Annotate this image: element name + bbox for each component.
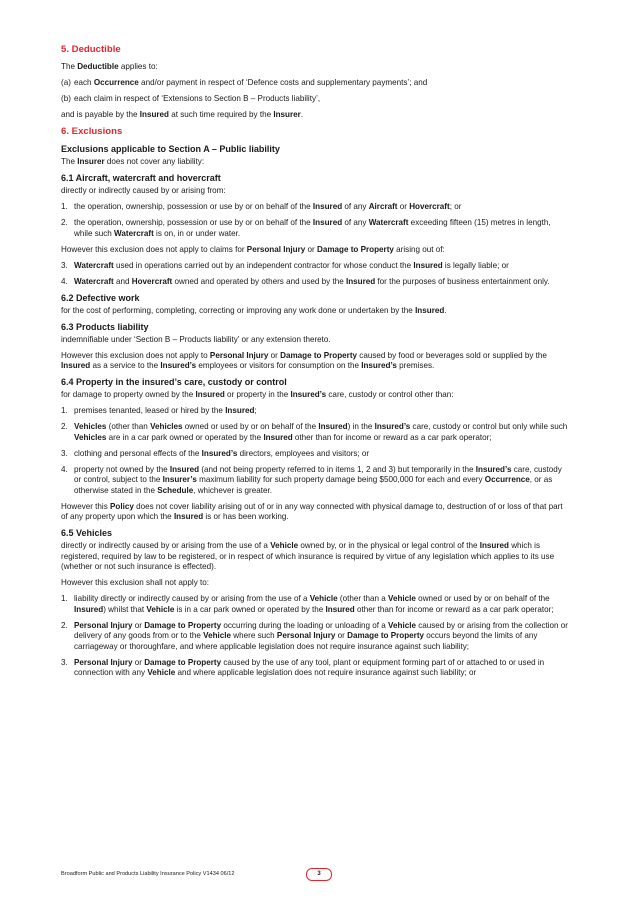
exclusion-6-5-item-1: 1. liability directly or indirectly caused by or arising from the use of a Vehicle (other than a Vehicle owned or used by or on behalf of the Insured) whilst that Vehicle is in a car park owned or operated by the Insured other than for income or reward as a car park operator; bbox=[61, 594, 554, 614]
exclusion-6-1-item-4: 4. Watercraft and Hovercraft owned and operated by others and used by the Insured for the purposes of business entertainment only. bbox=[61, 276, 550, 286]
exclusion-6-3-however: However this exclusion does not apply to Personal Injury or Damage to Property caused by food or beverages sold or supplied by the Insured as a service to the Insured’s employees or visitors for consumption on the Insured’s premises. bbox=[61, 350, 547, 370]
section-6-heading: 6. Exclusions bbox=[61, 126, 123, 137]
exclusion-6-4-heading: 6.4 Property in the insured’s care, custody or control bbox=[61, 377, 287, 387]
exclusion-6-1-lead: directly or indirectly caused by or arising from: bbox=[61, 186, 226, 195]
page-footer bbox=[61, 867, 571, 881]
exclusion-6-4-item-3: 3. clothing and personal effects of the Insured’s directors, employees and visitors; or bbox=[61, 448, 370, 458]
exclusion-6-4-however: However this Policy does not cover liability arising out of or in any way connected with physical damage to, destruction of or loss of that part of any property upon which the Insured is or has been working. bbox=[61, 501, 563, 521]
section-5-heading: 5. Deductible bbox=[61, 44, 121, 55]
exclusion-6-1-item-2: 2. the operation, ownership, possession or use by or on behalf of the Insured of any Watercraft exceeding fifteen (15) metres in length, while such Watercraft is on, in or under water. bbox=[61, 218, 551, 238]
deductible-intro: The Deductible applies to: bbox=[61, 62, 158, 71]
page-number: 3 bbox=[306, 868, 332, 881]
deductible-item-a: (a) each Occurrence and/or payment in respect of ‘Defence costs and supplementary payments’; and bbox=[61, 78, 428, 87]
exclusion-6-5-item-3: 3. Personal Injury or Damage to Property caused by the use of any tool, plant or equipment forming part of or attached to or used in connection with any Vehicle and where applicable legislation does not require insurance against such liability; or bbox=[61, 657, 545, 677]
exclusion-6-5-heading: 6.5 Vehicles bbox=[61, 528, 113, 538]
exclusions-intro: The Insurer does not cover any liability: bbox=[61, 157, 205, 166]
exclusion-6-1-however: However this exclusion does not apply to claims for Personal Injury or Damage to Property arising out of: bbox=[61, 244, 445, 254]
footer-policy-name: Broadform Public and Products Liability Insurance Policy V1434 06/12 bbox=[61, 871, 235, 877]
exclusion-6-4-item-2: 2. Vehicles (other than Vehicles owned or used by or on behalf of the Insured) in the Insured’s care, custody or control but only while such Vehicles are in a car park owned or operated by the Insured other than for income or reward as a car park operator; bbox=[61, 422, 568, 442]
document-body bbox=[61, 44, 571, 684]
exclusion-6-1-item-1: 1. the operation, ownership, possession or use by or on behalf of the Insured of any Aircraft or Hovercraft; or bbox=[61, 202, 462, 211]
exclusion-6-1-heading: 6.1 Aircraft, watercraft and hovercraft bbox=[61, 173, 221, 183]
exclusion-6-5-lead: directly or indirectly caused by or arising from the use of a Vehicle owned by, or in the physical or legal control of the Insured which is registered, required by law to be registered, or in respect of which insurance is required by virtue of any legislation which applies to its use (whether or not such insurance is effected). bbox=[61, 541, 555, 571]
exclusion-6-2-text: for the cost of performing, completing, correcting or improving any work done or undertaken by the Insured. bbox=[61, 305, 447, 315]
exclusion-6-4-lead: for damage to property owned by the Insured or property in the Insured’s care, custody or control other than: bbox=[61, 390, 454, 399]
exclusion-6-1-item-3: 3. Watercraft used in operations carried out by an independent contractor for whose conduct the Insured is legally liable; or bbox=[61, 260, 509, 270]
exclusion-6-5-item-2: 2. Personal Injury or Damage to Property occurring during the loading or unloading of a Vehicle caused by or arising from the collection or delivery of any goods from or to the Vehicle where such Personal Injury or Damage to Property occurs beyond the limits of any carriageway or thoroughfare, and where applicable legislation does not require insurance against such liability; bbox=[61, 620, 569, 651]
exclusion-6-2-heading: 6.2 Defective work bbox=[61, 292, 140, 303]
exclusion-6-4-item-4: 4. property not owned by the Insured (and not being property referred to in items 1, 2 and 3) but temporarily in the Insured’s care, custody or control, subject to the Insurer’s maximum liability for such property damage being $500,000 for each and every Occurrence, or as otherwise stated in the Schedule, whichever is greater. bbox=[61, 464, 562, 495]
section-a-exclusions-heading: Exclusions applicable to Section A – Public liability bbox=[61, 144, 280, 154]
exclusion-6-3-text: indemnifiable under ‘Section B – Products liability’ or any extension thereto. bbox=[61, 334, 331, 344]
exclusion-6-3-heading: 6.3 Products liability bbox=[61, 321, 149, 332]
deductible-payable: and is payable by the Insured at such time required by the Insurer. bbox=[61, 110, 304, 119]
exclusion-6-4-item-1: 1. premises tenanted, leased or hired by the Insured; bbox=[61, 406, 257, 415]
deductible-item-b: (b) each claim in respect of ‘Extensions to Section B – Products liability’, bbox=[61, 94, 321, 103]
exclusion-6-5-however: However this exclusion shall not apply to: bbox=[61, 578, 210, 587]
